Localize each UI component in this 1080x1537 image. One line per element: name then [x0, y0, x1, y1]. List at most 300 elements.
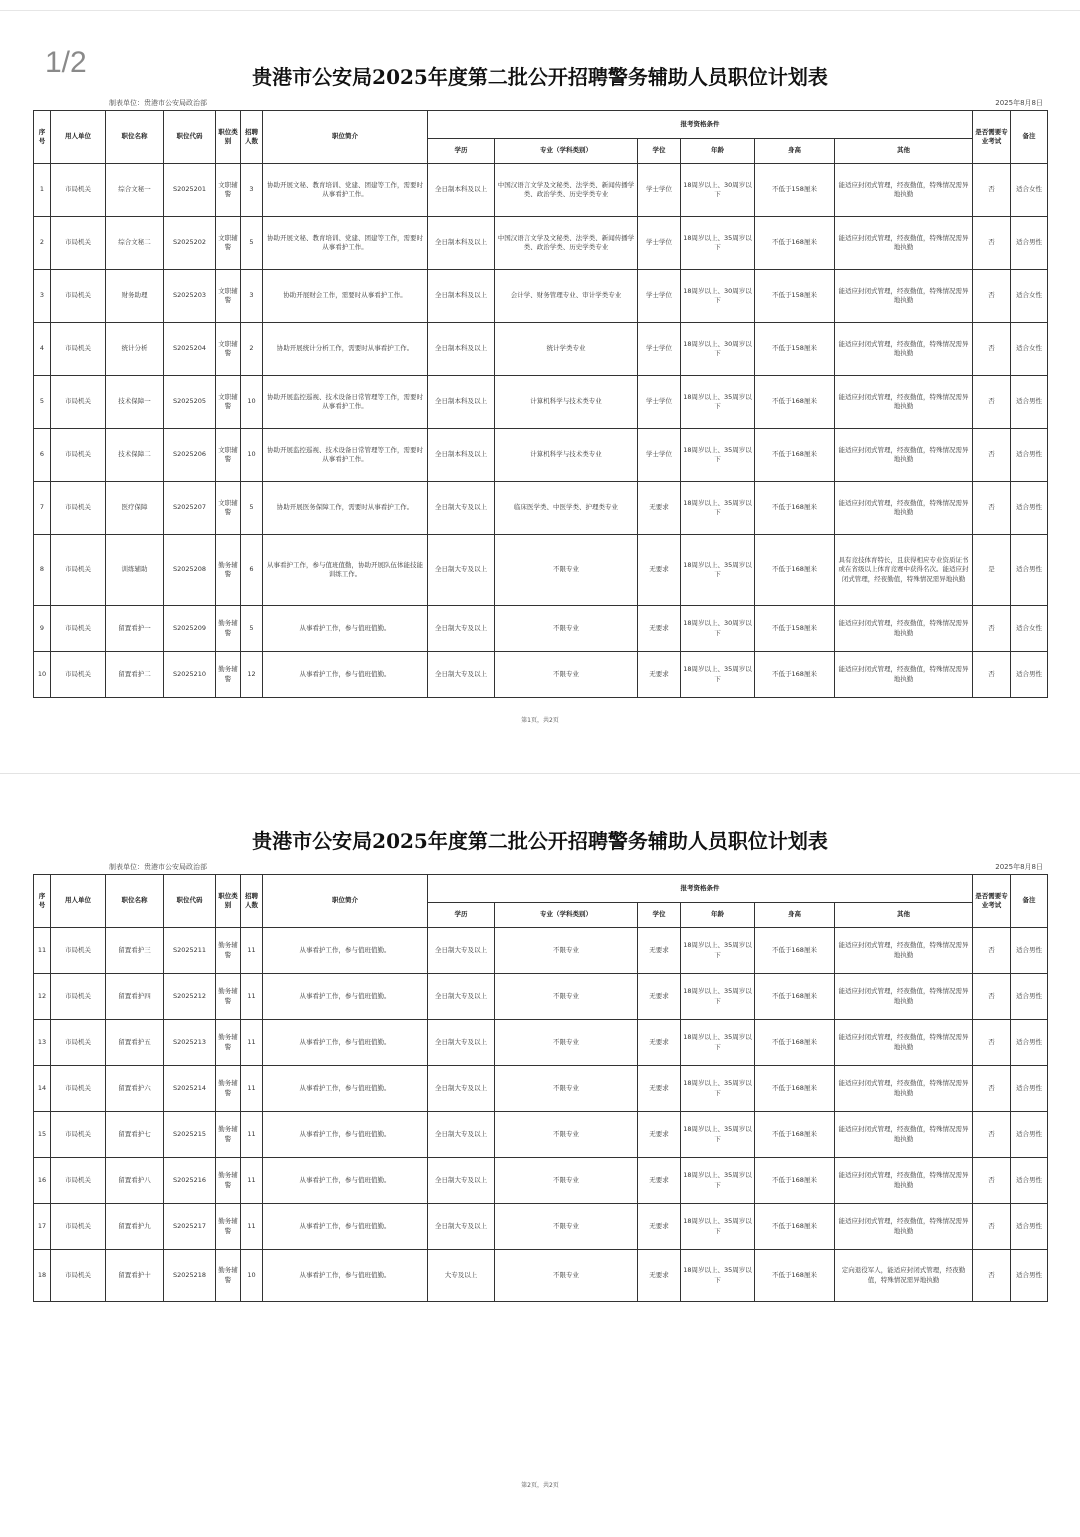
header-headcount: 招聘人数 — [241, 111, 263, 164]
cell-headcount: 5 — [241, 482, 263, 535]
cell-height: 不低于158厘米 — [755, 606, 835, 652]
cell-description: 协助开展财会工作，需要时从事看护工作。 — [263, 270, 428, 323]
cell-headcount: 10 — [241, 376, 263, 429]
cell-description: 从事看护工作，参与值班值勤。 — [263, 1112, 428, 1158]
table-row — [34, 535, 1048, 606]
cell-education: 全日制大专及以上 — [428, 1066, 495, 1112]
cell-employer: 市局机关 — [51, 1112, 106, 1158]
cell-education: 全日制本科及以上 — [428, 429, 495, 482]
cell-position-code: S2025218 — [164, 1250, 216, 1302]
cell-description: 协助开展文秘、教育培训、党建、团建等工作，需要时从事看护工作。 — [263, 217, 428, 270]
cell-age: 18周岁以上、35周岁以下 — [681, 1204, 755, 1250]
cell-remarks: 适合男性 — [1011, 652, 1048, 698]
table-row — [34, 1112, 1048, 1158]
cell-education: 全日制大专及以上 — [428, 652, 495, 698]
table-row — [34, 217, 1048, 270]
cell-position-code: S2025209 — [164, 606, 216, 652]
cell-prof-exam: 否 — [973, 323, 1011, 376]
cell-major: 不限专业 — [495, 535, 638, 606]
cell-other-requirements: 能适应封闭式管理，经夜勤值，特殊情况需异地执勤 — [835, 217, 973, 270]
cell-major: 不限专业 — [495, 1158, 638, 1204]
cell-category: 文职辅警 — [216, 164, 241, 217]
header-degree: 学位 — [638, 903, 681, 928]
cell-education: 全日制大专及以上 — [428, 974, 495, 1020]
cell-headcount: 10 — [241, 1250, 263, 1302]
cell-category: 勤务辅警 — [216, 928, 241, 974]
cell-row-index: 12 — [34, 974, 51, 1020]
cell-degree: 无要求 — [638, 1158, 681, 1204]
cell-degree: 无要求 — [638, 482, 681, 535]
cell-other-requirements: 定向退役军人，能适应封闭式管理，经夜勤值，特殊情况需异地执勤 — [835, 1250, 973, 1302]
cell-position-name: 训练辅助 — [106, 535, 164, 606]
cell-prof-exam: 否 — [973, 652, 1011, 698]
cell-row-index: 4 — [34, 323, 51, 376]
issuing-unit: 制表单位：贵港市公安局政治部 — [109, 863, 207, 871]
cell-height: 不低于158厘米 — [755, 323, 835, 376]
cell-prof-exam: 否 — [973, 164, 1011, 217]
cell-other-requirements: 能适应封闭式管理，经夜勤值，特殊情况需异地执勤 — [835, 974, 973, 1020]
header-employer: 用人单位 — [51, 111, 106, 164]
cell-degree: 学士学位 — [638, 376, 681, 429]
cell-prof-exam: 否 — [973, 1112, 1011, 1158]
cell-headcount: 5 — [241, 217, 263, 270]
cell-headcount: 11 — [241, 1204, 263, 1250]
cell-height: 不低于158厘米 — [755, 164, 835, 217]
cell-degree: 无要求 — [638, 928, 681, 974]
table-body — [34, 928, 1048, 1302]
cell-height: 不低于168厘米 — [755, 1158, 835, 1204]
table-row — [34, 606, 1048, 652]
cell-age: 18周岁以上、30周岁以下 — [681, 323, 755, 376]
cell-prof-exam: 否 — [973, 1158, 1011, 1204]
cell-position-name: 医疗保障 — [106, 482, 164, 535]
cell-row-index: 5 — [34, 376, 51, 429]
cell-headcount: 2 — [241, 323, 263, 376]
cell-age: 18周岁以上、30周岁以下 — [681, 606, 755, 652]
cell-major: 不限专业 — [495, 974, 638, 1020]
cell-position-name: 留置看护四 — [106, 974, 164, 1020]
cell-degree: 学士学位 — [638, 164, 681, 217]
cell-position-name: 留置看护五 — [106, 1020, 164, 1066]
cell-major: 不限专业 — [495, 652, 638, 698]
cell-height: 不低于168厘米 — [755, 1066, 835, 1112]
cell-education: 全日制本科及以上 — [428, 376, 495, 429]
cell-prof-exam: 否 — [973, 1066, 1011, 1112]
cell-degree: 学士学位 — [638, 429, 681, 482]
header-degree: 学位 — [638, 139, 681, 164]
cell-position-code: S2025208 — [164, 535, 216, 606]
header-requirements: 报考资格条件 — [428, 111, 973, 139]
cell-position-code: S2025206 — [164, 429, 216, 482]
cell-employer: 市局机关 — [51, 217, 106, 270]
cell-height: 不低于168厘米 — [755, 535, 835, 606]
cell-category: 文职辅警 — [216, 270, 241, 323]
cell-row-index: 10 — [34, 652, 51, 698]
cell-description: 协助开展文秘、教育培训、党建、团建等工作，需要时从事看护工作。 — [263, 164, 428, 217]
cell-position-code: S2025210 — [164, 652, 216, 698]
table-row — [34, 974, 1048, 1020]
cell-remarks: 适合女性 — [1011, 606, 1048, 652]
table-row — [34, 1204, 1048, 1250]
cell-degree: 无要求 — [638, 1204, 681, 1250]
cell-row-index: 18 — [34, 1250, 51, 1302]
cell-degree: 无要求 — [638, 1066, 681, 1112]
cell-major: 会计学、财务管理专业、审计学类专业 — [495, 270, 638, 323]
header-description: 职位简介 — [263, 875, 428, 928]
header-position-code: 职位代码 — [164, 875, 216, 928]
cell-position-name: 留置看护七 — [106, 1112, 164, 1158]
cell-position-name: 留置看护一 — [106, 606, 164, 652]
cell-position-name: 财务助理 — [106, 270, 164, 323]
cell-age: 18周岁以上、35周岁以下 — [681, 1066, 755, 1112]
cell-other-requirements: 能适应封闭式管理，经夜勤值，特殊情况需异地执勤 — [835, 1204, 973, 1250]
cell-education: 全日制大专及以上 — [428, 1158, 495, 1204]
cell-position-name: 留置看护九 — [106, 1204, 164, 1250]
cell-employer: 市局机关 — [51, 270, 106, 323]
cell-degree: 无要求 — [638, 652, 681, 698]
header-education: 学历 — [428, 139, 495, 164]
cell-age: 18周岁以上、35周岁以下 — [681, 376, 755, 429]
cell-employer: 市局机关 — [51, 974, 106, 1020]
cell-description: 从事看护工作，参与值班值勤，协助开展队伍体能技能训练工作。 — [263, 535, 428, 606]
cell-age: 18周岁以上、35周岁以下 — [681, 217, 755, 270]
viewer-top-divider — [0, 10, 1080, 11]
cell-headcount: 3 — [241, 270, 263, 323]
cell-headcount: 11 — [241, 928, 263, 974]
cell-other-requirements: 能适应封闭式管理，经夜勤值，特殊情况需异地执勤 — [835, 323, 973, 376]
cell-remarks: 适合男性 — [1011, 217, 1048, 270]
table-row — [34, 652, 1048, 698]
issue-date: 2025年8月8日 — [995, 99, 1043, 107]
cell-description: 从事看护工作，参与值班值勤。 — [263, 1066, 428, 1112]
cell-row-index: 13 — [34, 1020, 51, 1066]
header-major: 专业（学科类别） — [495, 139, 638, 164]
cell-row-index: 16 — [34, 1158, 51, 1204]
header-position-name: 职位名称 — [106, 111, 164, 164]
cell-major: 计算机科学与技术类专业 — [495, 376, 638, 429]
cell-headcount: 11 — [241, 974, 263, 1020]
header-remarks: 备注 — [1011, 875, 1048, 928]
cell-other-requirements: 能适应封闭式管理，经夜勤值，特殊情况需异地执勤 — [835, 270, 973, 323]
issue-date: 2025年8月8日 — [995, 863, 1043, 871]
header-age: 年龄 — [681, 139, 755, 164]
cell-other-requirements: 能适应封闭式管理，经夜勤值，特殊情况需异地执勤 — [835, 606, 973, 652]
cell-headcount: 5 — [241, 606, 263, 652]
cell-employer: 市局机关 — [51, 323, 106, 376]
cell-headcount: 11 — [241, 1020, 263, 1066]
cell-prof-exam: 否 — [973, 606, 1011, 652]
table-row — [34, 928, 1048, 974]
table-row — [34, 164, 1048, 217]
cell-prof-exam: 是 — [973, 535, 1011, 606]
cell-position-name: 统计分析 — [106, 323, 164, 376]
cell-row-index: 6 — [34, 429, 51, 482]
cell-degree: 无要求 — [638, 606, 681, 652]
cell-age: 18周岁以上、35周岁以下 — [681, 1112, 755, 1158]
header-height: 身高 — [755, 139, 835, 164]
cell-row-index: 1 — [34, 164, 51, 217]
cell-position-name: 综合文秘二 — [106, 217, 164, 270]
cell-major: 临床医学类、中医学类、护理类专业 — [495, 482, 638, 535]
cell-remarks: 适合女性 — [1011, 323, 1048, 376]
page-separator — [0, 773, 1080, 774]
cell-employer: 市局机关 — [51, 164, 106, 217]
cell-description: 从事看护工作，参与值班值勤。 — [263, 1250, 428, 1302]
cell-position-code: S2025212 — [164, 974, 216, 1020]
cell-prof-exam: 否 — [973, 974, 1011, 1020]
cell-remarks: 适合男性 — [1011, 429, 1048, 482]
cell-other-requirements: 能适应封闭式管理，经夜勤值，特殊情况需异地执勤 — [835, 482, 973, 535]
header-other: 其他 — [835, 139, 973, 164]
cell-prof-exam: 否 — [973, 217, 1011, 270]
cell-education: 全日制本科及以上 — [428, 323, 495, 376]
table-row — [34, 1020, 1048, 1066]
header-age: 年龄 — [681, 903, 755, 928]
table-body — [34, 164, 1048, 698]
cell-position-code: S2025216 — [164, 1158, 216, 1204]
cell-remarks: 适合男性 — [1011, 1204, 1048, 1250]
cell-position-name: 技术保障二 — [106, 429, 164, 482]
cell-prof-exam: 否 — [973, 376, 1011, 429]
header-category: 职位类别 — [216, 111, 241, 164]
cell-age: 18周岁以上、35周岁以下 — [681, 1158, 755, 1204]
cell-row-index: 17 — [34, 1204, 51, 1250]
cell-category: 文职辅警 — [216, 217, 241, 270]
cell-position-code: S2025211 — [164, 928, 216, 974]
cell-employer: 市局机关 — [51, 1204, 106, 1250]
cell-height: 不低于168厘米 — [755, 1112, 835, 1158]
cell-position-code: S2025205 — [164, 376, 216, 429]
cell-employer: 市局机关 — [51, 652, 106, 698]
document-page-2 — [33, 826, 1047, 1489]
cell-other-requirements: 能适应封闭式管理，经夜勤值，特殊情况需异地执勤 — [835, 429, 973, 482]
table-row — [34, 1066, 1048, 1112]
cell-headcount: 11 — [241, 1158, 263, 1204]
cell-row-index: 8 — [34, 535, 51, 606]
cell-degree: 学士学位 — [638, 217, 681, 270]
cell-row-index: 2 — [34, 217, 51, 270]
cell-major: 不限专业 — [495, 606, 638, 652]
cell-prof-exam: 否 — [973, 1204, 1011, 1250]
cell-other-requirements: 能适应封闭式管理，经夜勤值，特殊情况需异地执勤 — [835, 1066, 973, 1112]
table-row — [34, 1250, 1048, 1302]
cell-prof-exam: 否 — [973, 1020, 1011, 1066]
table-row — [34, 323, 1048, 376]
header-position-name: 职位名称 — [106, 875, 164, 928]
cell-degree: 无要求 — [638, 1250, 681, 1302]
cell-description: 从事看护工作，参与值班值勤。 — [263, 928, 428, 974]
header-description: 职位简介 — [263, 111, 428, 164]
cell-education: 全日制本科及以上 — [428, 270, 495, 323]
cell-major: 不限专业 — [495, 1204, 638, 1250]
cell-other-requirements: 能适应封闭式管理，经夜勤值，特殊情况需异地执勤 — [835, 164, 973, 217]
cell-education: 全日制大专及以上 — [428, 1112, 495, 1158]
cell-degree: 无要求 — [638, 535, 681, 606]
cell-height: 不低于168厘米 — [755, 429, 835, 482]
cell-position-name: 留置看护十 — [106, 1250, 164, 1302]
header-category: 职位类别 — [216, 875, 241, 928]
cell-age: 18周岁以上、35周岁以下 — [681, 652, 755, 698]
cell-row-index: 14 — [34, 1066, 51, 1112]
cell-category: 勤务辅警 — [216, 1250, 241, 1302]
cell-remarks: 适合男性 — [1011, 1066, 1048, 1112]
cell-position-name: 留置看护二 — [106, 652, 164, 698]
cell-category: 勤务辅警 — [216, 606, 241, 652]
cell-age: 18周岁以上、35周岁以下 — [681, 429, 755, 482]
cell-remarks: 适合男性 — [1011, 482, 1048, 535]
cell-remarks: 适合女性 — [1011, 164, 1048, 217]
cell-category: 文职辅警 — [216, 482, 241, 535]
page-footer: 第2页，共2页 — [521, 1482, 559, 1489]
cell-employer: 市局机关 — [51, 1020, 106, 1066]
cell-age: 18周岁以上、35周岁以下 — [681, 928, 755, 974]
cell-education: 全日制大专及以上 — [428, 928, 495, 974]
cell-major: 不限专业 — [495, 928, 638, 974]
cell-position-name: 留置看护三 — [106, 928, 164, 974]
cell-degree: 无要求 — [638, 974, 681, 1020]
issuing-unit: 制表单位：贵港市公安局政治部 — [109, 99, 207, 107]
cell-description: 从事看护工作，参与值班值勤。 — [263, 1020, 428, 1066]
cell-position-name: 技术保障一 — [106, 376, 164, 429]
cell-degree: 学士学位 — [638, 270, 681, 323]
header-position-code: 职位代码 — [164, 111, 216, 164]
cell-position-code: S2025203 — [164, 270, 216, 323]
header-requirements: 报考资格条件 — [428, 875, 973, 903]
cell-height: 不低于168厘米 — [755, 1020, 835, 1066]
cell-education: 全日制本科及以上 — [428, 164, 495, 217]
cell-category: 文职辅警 — [216, 429, 241, 482]
cell-major: 不限专业 — [495, 1112, 638, 1158]
cell-description: 从事看护工作，参与值班值勤。 — [263, 1158, 428, 1204]
cell-row-index: 3 — [34, 270, 51, 323]
header-employer: 用人单位 — [51, 875, 106, 928]
cell-employer: 市局机关 — [51, 1158, 106, 1204]
cell-category: 勤务辅警 — [216, 1020, 241, 1066]
cell-category: 勤务辅警 — [216, 1158, 241, 1204]
cell-age: 18周岁以上、35周岁以下 — [681, 974, 755, 1020]
position-table — [33, 110, 1048, 698]
cell-remarks: 适合男性 — [1011, 1250, 1048, 1302]
header-prof-exam: 是否需要专业考试 — [973, 111, 1011, 164]
cell-prof-exam: 否 — [973, 928, 1011, 974]
header-index: 序号 — [34, 111, 51, 164]
cell-remarks: 适合男性 — [1011, 376, 1048, 429]
cell-description: 从事看护工作，参与值班值勤。 — [263, 974, 428, 1020]
cell-height: 不低于168厘米 — [755, 482, 835, 535]
cell-remarks: 适合男性 — [1011, 1158, 1048, 1204]
cell-row-index: 7 — [34, 482, 51, 535]
cell-employer: 市局机关 — [51, 606, 106, 652]
cell-prof-exam: 否 — [973, 1250, 1011, 1302]
cell-major: 不限专业 — [495, 1020, 638, 1066]
cell-other-requirements: 能适应封闭式管理，经夜勤值，特殊情况需异地执勤 — [835, 1112, 973, 1158]
document-page-1 — [33, 62, 1047, 724]
table-row — [34, 376, 1048, 429]
cell-major: 中国汉语言文学及文秘类、法学类、新闻传播学类、政治学类、历史学类专业 — [495, 217, 638, 270]
cell-height: 不低于168厘米 — [755, 652, 835, 698]
page-footer: 第1页，共2页 — [521, 717, 559, 724]
cell-row-index: 15 — [34, 1112, 51, 1158]
header-height: 身高 — [755, 903, 835, 928]
cell-height: 不低于168厘米 — [755, 376, 835, 429]
cell-category: 勤务辅警 — [216, 652, 241, 698]
header-headcount: 招聘人数 — [241, 875, 263, 928]
cell-age: 18周岁以上、35周岁以下 — [681, 1250, 755, 1302]
cell-description: 从事看护工作，参与值班值勤。 — [263, 1204, 428, 1250]
cell-education: 大专及以上 — [428, 1250, 495, 1302]
cell-employer: 市局机关 — [51, 535, 106, 606]
cell-position-code: S2025202 — [164, 217, 216, 270]
cell-other-requirements: 能适应封闭式管理，经夜勤值，特殊情况需异地执勤 — [835, 652, 973, 698]
cell-age: 18周岁以上、35周岁以下 — [681, 482, 755, 535]
cell-degree: 无要求 — [638, 1112, 681, 1158]
cell-major: 不限专业 — [495, 1250, 638, 1302]
cell-row-index: 9 — [34, 606, 51, 652]
cell-height: 不低于168厘米 — [755, 974, 835, 1020]
cell-height: 不低于158厘米 — [755, 270, 835, 323]
cell-prof-exam: 否 — [973, 429, 1011, 482]
cell-headcount: 11 — [241, 1112, 263, 1158]
cell-employer: 市局机关 — [51, 1250, 106, 1302]
cell-headcount: 6 — [241, 535, 263, 606]
document-meta — [33, 856, 1047, 874]
cell-position-code: S2025217 — [164, 1204, 216, 1250]
cell-description: 协助开展监控巡视、技术设备日常管理等工作，需要时从事看护工作。 — [263, 429, 428, 482]
cell-other-requirements: 能适应封闭式管理，经夜勤值，特殊情况需异地执勤 — [835, 928, 973, 974]
cell-position-code: S2025214 — [164, 1066, 216, 1112]
cell-other-requirements: 具有竞技体育特长，且获得相应专业资质证书或在省级以上体育竞赛中获得名次。能适应封闭式管理，经夜勤值，特殊情况需异地执勤 — [835, 535, 973, 606]
cell-position-code: S2025213 — [164, 1020, 216, 1066]
cell-age: 18周岁以上、30周岁以下 — [681, 270, 755, 323]
cell-remarks: 适合男性 — [1011, 974, 1048, 1020]
cell-headcount: 11 — [241, 1066, 263, 1112]
cell-remarks: 适合女性 — [1011, 270, 1048, 323]
cell-age: 18周岁以上、35周岁以下 — [681, 535, 755, 606]
cell-education: 全日制大专及以上 — [428, 535, 495, 606]
cell-major: 不限专业 — [495, 1066, 638, 1112]
cell-description: 协助开展统计分析工作，需要时从事看护工作。 — [263, 323, 428, 376]
cell-category: 勤务辅警 — [216, 974, 241, 1020]
table-row — [34, 482, 1048, 535]
cell-age: 18周岁以上、30周岁以下 — [681, 164, 755, 217]
cell-education: 全日制大专及以上 — [428, 1204, 495, 1250]
cell-major: 统计学类专业 — [495, 323, 638, 376]
cell-remarks: 适合男性 — [1011, 1020, 1048, 1066]
table-row — [34, 270, 1048, 323]
cell-other-requirements: 能适应封闭式管理，经夜勤值，特殊情况需异地执勤 — [835, 1158, 973, 1204]
page-indicator: 1/2 — [45, 46, 87, 79]
cell-remarks: 适合男性 — [1011, 1112, 1048, 1158]
cell-age: 18周岁以上、35周岁以下 — [681, 1020, 755, 1066]
cell-description: 从事看护工作，参与值班值勤。 — [263, 606, 428, 652]
cell-employer: 市局机关 — [51, 928, 106, 974]
cell-position-code: S2025204 — [164, 323, 216, 376]
cell-category: 文职辅警 — [216, 376, 241, 429]
document-meta — [33, 92, 1047, 110]
cell-education: 全日制本科及以上 — [428, 217, 495, 270]
cell-description: 协助开展监控巡视、技术设备日常管理等工作，需要时从事看护工作。 — [263, 376, 428, 429]
cell-height: 不低于168厘米 — [755, 1250, 835, 1302]
position-table — [33, 874, 1048, 1302]
cell-remarks: 适合男性 — [1011, 928, 1048, 974]
cell-description: 协助开展医务保障工作，需要时从事看护工作。 — [263, 482, 428, 535]
cell-description: 从事看护工作，参与值班值勤。 — [263, 652, 428, 698]
cell-employer: 市局机关 — [51, 429, 106, 482]
cell-category: 文职辅警 — [216, 323, 241, 376]
cell-headcount: 3 — [241, 164, 263, 217]
cell-prof-exam: 否 — [973, 482, 1011, 535]
table-row — [34, 429, 1048, 482]
